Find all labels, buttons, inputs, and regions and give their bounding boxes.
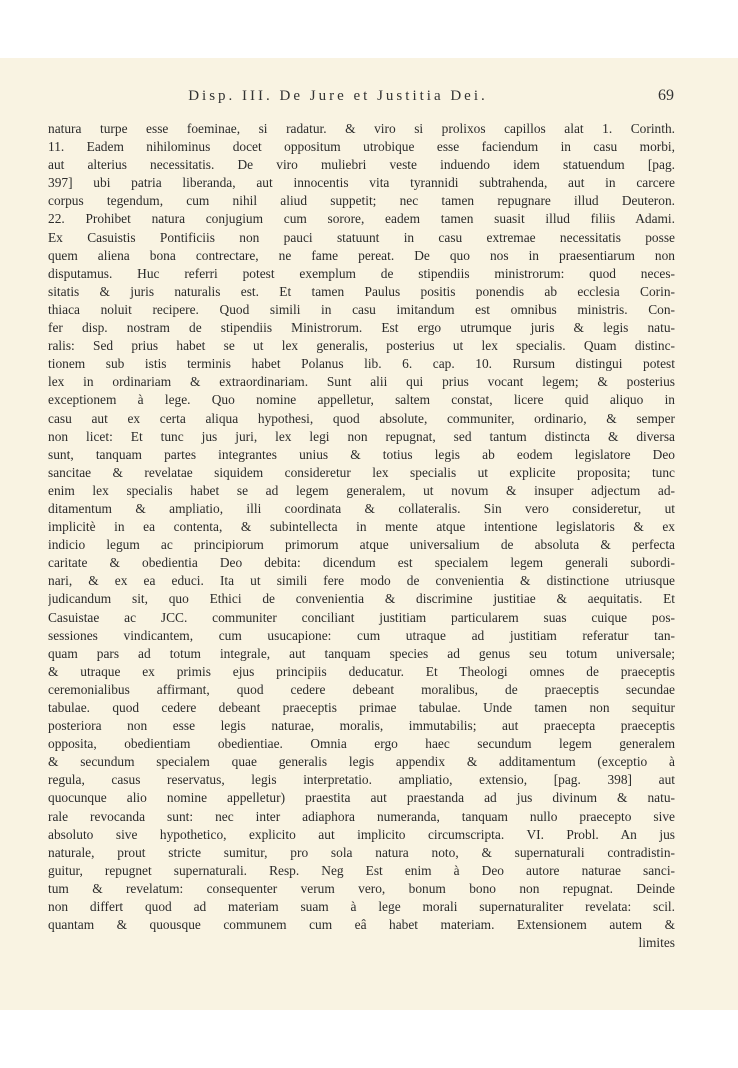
text-line: rale revocanda sunt: nec inter adiaphora numeranda, tanquam nullo praecepto sive — [48, 808, 675, 824]
text-line: tum & revelatum: consequenter verum vero, bonum bono non repugnat. Deinde — [48, 880, 675, 896]
text-line: caritate & obedientia Deo debita: dicendum est specialem legem generali subordi- — [48, 555, 675, 571]
text-line: implicitè in ea contenta, & subintellecta in mente atque intentione legislatoris & ex — [48, 519, 675, 535]
page-number: 69 — [658, 87, 674, 104]
running-title: Disp. III. De Jure et Justitia Dei. — [188, 88, 488, 104]
text-line: posteriora non esse legis naturae, moralis, immutabilis; aut praecepta praeceptis — [48, 718, 675, 734]
text-line: quocunque alio nomine appelletur) praestita aut praestanda ad jus divinum & natu- — [48, 790, 675, 806]
text-line: aut alterius necessitatis. De viro muliebri veste induendo idem statuendum [pag. — [48, 157, 675, 173]
text-line: quem aliena bona contrectare, ne fame pereat. De quo nos in praesentiarum non — [48, 247, 675, 263]
text-line: tionem sub istis terminis habet Polanus lib. 6. cap. 10. Rursum distingui potest — [48, 356, 675, 372]
text-line: naturale, prout stricte sumitur, pro sola natura noto, & supernaturali contradistin- — [48, 844, 675, 860]
text-line: ditamentum & ampliatio, illi coordinata & collateralis. Sin vero consideretur, ut — [48, 500, 675, 516]
text-line: corpus tegendum, cum nihil aliud suppetit; nec tamen repugnare illud Deuteron. — [48, 193, 675, 209]
text-line: sunt, tanquam partes integrantes unius & totius legis ab eodem legislatore Deo — [48, 446, 675, 462]
text-line: natura turpe esse foeminae, si radatur. & viro si prolixos capillos alat 1. Corinth. — [48, 121, 675, 136]
text-line: ralis: Sed prius habet se ut lex generalis, posterius ut lex specialis. Quam distinc- — [48, 338, 675, 354]
text-line: fer disp. nostram de stipendiis Ministrorum. Est ergo utrumque juris & legis natu- — [48, 320, 675, 336]
text-line: Casuistae ac JCC. communiter conciliant justitiam particularem suas cuique pos- — [48, 609, 675, 625]
text-line: regula, casus reservatus, legis interpretatio. ampliatio, extensio, [pag. 398] aut — [48, 772, 675, 788]
book-page — [0, 58, 738, 1010]
text-line: quam pars ad totum integrale, aut tanquam species ad genus seu totum universale; — [48, 645, 675, 661]
text-line: ceremonialibus affirmant, quod cedere debeant moralibus, de praeceptis secundae — [48, 681, 675, 697]
text-line: sitatis & juris naturalis est. Et tamen Paulus positis ponendis ab ecclesia Corin- — [48, 283, 675, 299]
text-line: casu aut ex certa aliqua hypothesi, quod absolute, communiter, ordinario, & semper — [48, 410, 675, 426]
text-line: absoluto sive hypothetico, explicito aut implicito circumscripta. VI. Probl. An jus — [48, 826, 675, 842]
text-line: enim lex specialis habet se ad legem generalem, ut novum & insuper adjectum ad- — [48, 482, 675, 498]
text-line: exceptionem à lege. Quo nomine appelletur, saltem constat, licere quid aliquo in — [48, 392, 675, 408]
text-line: non licet: Et tunc jus juri, lex legi non repugnat, sed tantum distincta & diversa — [48, 428, 675, 444]
text-line: indicio legum ac principiorum primorum atque universalium de absoluta & perfecta — [48, 537, 675, 553]
text-line: 22. Prohibet natura conjugium cum sorore, eadem tamen suasit illud filiis Adami. — [48, 211, 675, 227]
text-line: sancitae & revelatae siquidem consideretur lex specialis ut explicite proposita; tunc — [48, 464, 675, 480]
text-line: lex in ordinariam & extraordinariam. Sunt alii qui prius vocant legem; & posterius — [48, 374, 675, 390]
text-line: limites — [638, 935, 675, 951]
text-line: sessiones vindicantem, cum usucapione: cum utraque ad justitiam referatur tan- — [48, 627, 675, 643]
text-line: judicandum sit, quo Ethici de convenientia & discrimine justitiae & aequitatis. Et — [48, 591, 675, 607]
text-line: 11. Eadem nihilominus docet oppositum utrobique esse faciendum in casu morbi, — [48, 139, 675, 155]
text-line: opposita, obedientiam obedientiae. Omnia ergo haec secundum legem generalem — [48, 736, 675, 752]
text-line: guitur, repugnet supernaturali. Resp. Neg Est enim à Deo autore naturae sanci- — [48, 862, 675, 878]
text-line: Ex Casuistis Pontificiis non pauci statuunt in casu extremae necessitatis posse — [48, 229, 675, 245]
text-line: & utraque ex primis ejus principiis deducatur. Et Theologi omnes de praeceptis — [48, 663, 675, 679]
text-line: quantam & quousque communem cum eâ habet materiam. Extensionem autem & — [48, 917, 675, 933]
text-line: tabulae. quod cedere debeant praeceptis primae tabulae. Unde tamen non sequitur — [48, 700, 675, 715]
page-header — [48, 88, 688, 112]
text-line: thiaca noluit recipere. Quod simili in casu imitandum est omnibus ministris. Con- — [48, 301, 675, 317]
text-line: disputamus. Huc referri potest exemplum de stipendiis ministrorum: quod neces- — [48, 265, 675, 281]
text-line: nari, & ex ea educi. Ita ut simili fere modo de convenientia & distinctione utriusque — [48, 573, 675, 589]
body-text — [48, 120, 675, 952]
text-line: non differt quod ad materiam suam à lege morali supernaturaliter revelata: scil. — [48, 899, 675, 915]
text-line: 397] ubi patria liberanda, aut innocentis vita tyrannidi subtrahenda, aut in carcere — [48, 175, 675, 191]
text-line: & secundum specialem quae generalis legis appendix & additamentum (exceptio à — [48, 754, 675, 770]
